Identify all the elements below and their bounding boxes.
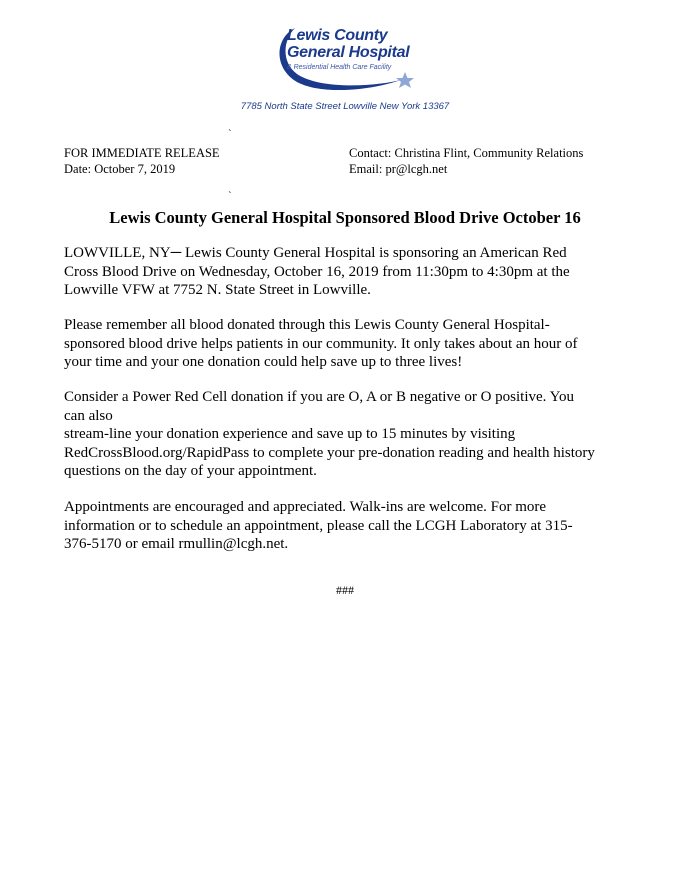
paragraph-line: Consider a Power Red Cell donation if you are O, A or B negative or O positive. You	[64, 389, 574, 405]
paragraph-line: Please remember all blood donated through this Lewis County General Hospital-	[64, 317, 550, 333]
paragraph-line: information or to schedule an appointment, please call the LCGH Laboratory at 315-	[64, 517, 573, 534]
paragraph-line: questions on the day of your appointment.	[64, 463, 317, 479]
paragraph-line: RedCrossBlood.org/RapidPass to complete your pre-donation reading and health history	[64, 444, 595, 461]
tick-mark-top: `	[228, 128, 232, 140]
paragraph-3	[64, 388, 644, 481]
star-icon	[396, 72, 414, 88]
paragraph-line: your time and your one donation could help save up to three lives!	[64, 354, 463, 370]
paragraph-line: 376-5170 or email rmullin@lcgh.net.	[64, 536, 289, 552]
paragraph-1	[64, 244, 644, 300]
end-mark: ###	[336, 583, 354, 597]
paragraph-4	[64, 498, 644, 554]
release-date: Date: October 7, 2019	[64, 162, 176, 176]
logo-line-1: Lewis County	[287, 27, 388, 44]
paragraph-2	[64, 316, 644, 372]
hospital-logo	[273, 22, 423, 100]
logo-text	[287, 28, 409, 71]
paragraph-line: LOWVILLE, NY─ Lewis County General Hospital is sponsoring an American Red	[64, 245, 567, 261]
release-left	[64, 145, 220, 177]
contact-email: Email: pr@lcgh.net	[349, 162, 448, 176]
tick-mark-bottom: `	[228, 190, 232, 202]
logo-line-2: General Hospital	[287, 44, 410, 61]
paragraph-line: stream-line your donation experience and save up to 15 minutes by visiting	[64, 426, 516, 442]
paragraph-line: Appointments are encouraged and appreciated. Walk-ins are welcome. For more	[64, 499, 547, 515]
paragraph-line: Cross Blood Drive on Wednesday, October 16, 2019 from 11:30pm to 4:30pm at the	[64, 263, 570, 280]
hospital-address: 7785 North State Street Lowville New York 13367	[240, 101, 450, 112]
paragraph-line: sponsored blood drive helps patients in our community. It only takes about an hour of	[64, 335, 578, 352]
paragraph-line: can also	[64, 407, 113, 424]
contact-info: Contact: Christina Flint, Community Relations	[349, 146, 584, 160]
release-label: FOR IMMEDIATE RELEASE	[64, 146, 220, 160]
page-title: Lewis County General Hospital Sponsored Blood Drive October 16	[109, 208, 581, 227]
logo-line-3: & Residential Health Care Facility	[287, 64, 392, 71]
paragraph-line: Lowville VFW at 7752 N. State Street in Lowville.	[64, 282, 371, 298]
release-right	[349, 145, 583, 177]
